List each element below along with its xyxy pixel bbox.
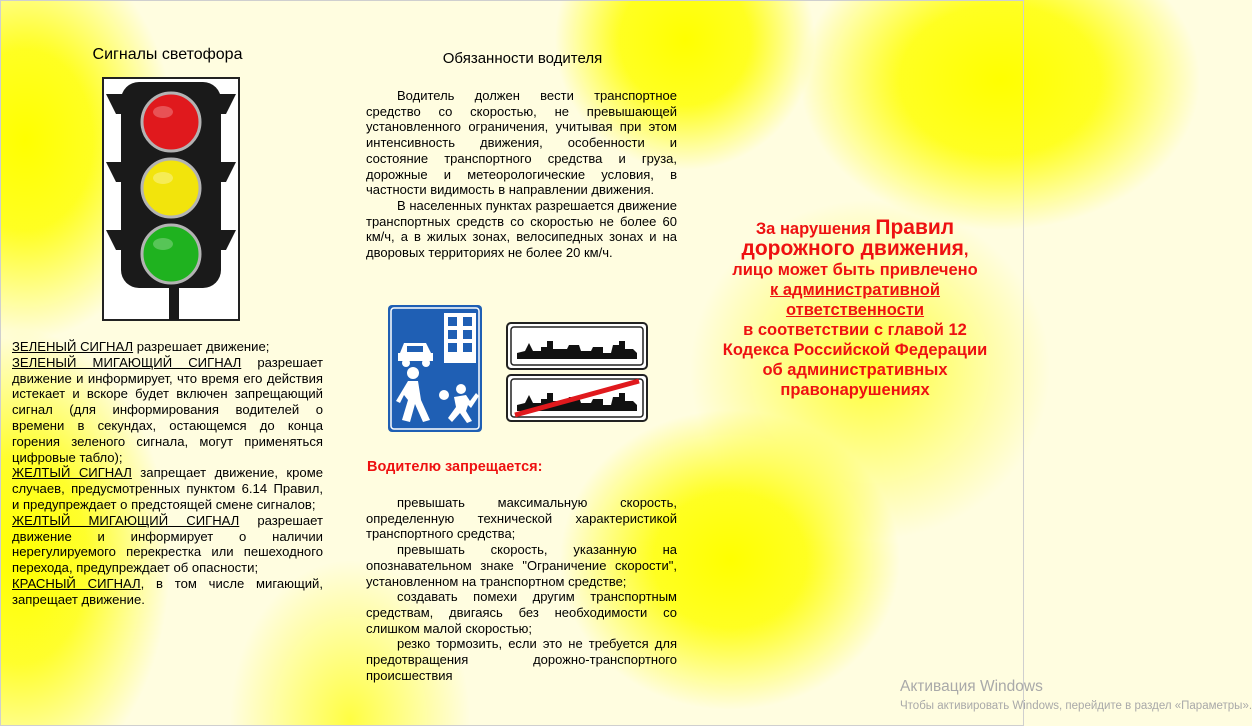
duty-paragraph: Водитель должен вести транспортное средство со скоростью, не превышающей установленного ограничения, учитывая при этом интенсивность движения, особенности и состояние транспортного средства и груза, дорожные и метеорологические условия, в частности видимость в направлении движения. [366,88,677,198]
signal-description: разрешает движение; [133,339,270,354]
signal-name: КРАСНЫЙ СИГНАЛ [12,575,141,591]
driver-forbidden-list [366,495,677,683]
signal-name: ЗЕЛЕНЫЙ МИГАЮЩИЙ СИГНАЛ [12,354,242,370]
traffic-signals-text [12,339,323,608]
warning-subject: лицо может быть привлечено [732,261,978,279]
signal-description: , в том числе мигающий, запрещает движение. [12,575,323,607]
signal-name: ЖЕЛТЫЙ СИГНАЛ [12,465,132,481]
traffic-signals-title: Сигналы светофора [92,46,243,63]
warning-intro: За нарушения [755,220,876,238]
activation-title: Активация Windows [900,678,1043,695]
duty-paragraph: В населенных пунктах разрешается движение транспортных средств со скоростью не более 60 км/ч, а в жилых зонах, велосипедных зонах и на дворовых территориях не более 20 км/ч. [366,197,677,261]
driver-forbidden-title: Водителю запрещается: [367,459,543,475]
liability-warning [720,218,990,400]
town-end-sign-icon [507,375,647,421]
signal-green [12,339,323,355]
forbidden-item: превышать максимальную скорость, определенную технической характеристикой транспортного средства; [366,495,677,542]
signal-description: запрещает движение, кроме случаев, предусмотренных пунктом 6.14 Правил, и предупреждает о предстоящей смене сигналов; [12,465,323,512]
signal-red [12,576,323,608]
signal-description: разрешает движение и информирует, что время его действия истекает и вскоре будет включен запрещающий сигнал (для информирования водителей о времени в секундах, остающемся до конца горения зеленого сигнала, могут применяться цифровые табло); [12,354,323,465]
signal-name: ЗЕЛЕНЫЙ СИГНАЛ [12,339,134,354]
windows-activation-watermark [900,678,1252,712]
yellow-light-icon [142,159,200,217]
signal-yellow [12,465,323,512]
signal-description: разрешает движение и информирует о наличии нерегулируемого перекрестка или пешеходного перехода, предупреждает об опасности; [12,512,323,576]
signal-green-flashing [12,355,323,466]
residential-zone-sign-icon [388,305,482,432]
driver-duties-text [366,88,677,261]
signal-name: ЖЕЛТЫЙ МИГАЮЩИЙ СИГНАЛ [12,512,240,528]
warning-rules: Правил дорожного движения [741,216,964,260]
activation-subtitle: Чтобы активировать Windows, перейдите в раздел «Параметры». [900,700,1252,712]
warning-liability: к административной ответственности [769,281,941,319]
signal-yellow-flashing [12,513,323,576]
green-light-icon [142,225,200,283]
warning-comma: , [963,241,969,259]
forbidden-item: резко тормозить, если это не требуется для предотвращения дорожно-транспортного происшествия [366,636,677,683]
town-start-sign-icon [507,323,647,369]
red-light-icon [142,93,200,151]
driver-duties-title: Обязанности водителя [442,50,603,67]
warning-code: в соответствии с главой 12 Кодекса Российской Федерации об административных правонарушениях [722,321,988,399]
forbidden-item: превышать скорость, указанную на опознавательном знаке "Ограничение скорости", установленном на транспортном средстве; [366,542,677,589]
traffic-light-image [103,78,239,320]
forbidden-item: создавать помехи другим транспортным средствам, двигаясь без необходимости со слишком малой скоростью; [366,589,677,636]
